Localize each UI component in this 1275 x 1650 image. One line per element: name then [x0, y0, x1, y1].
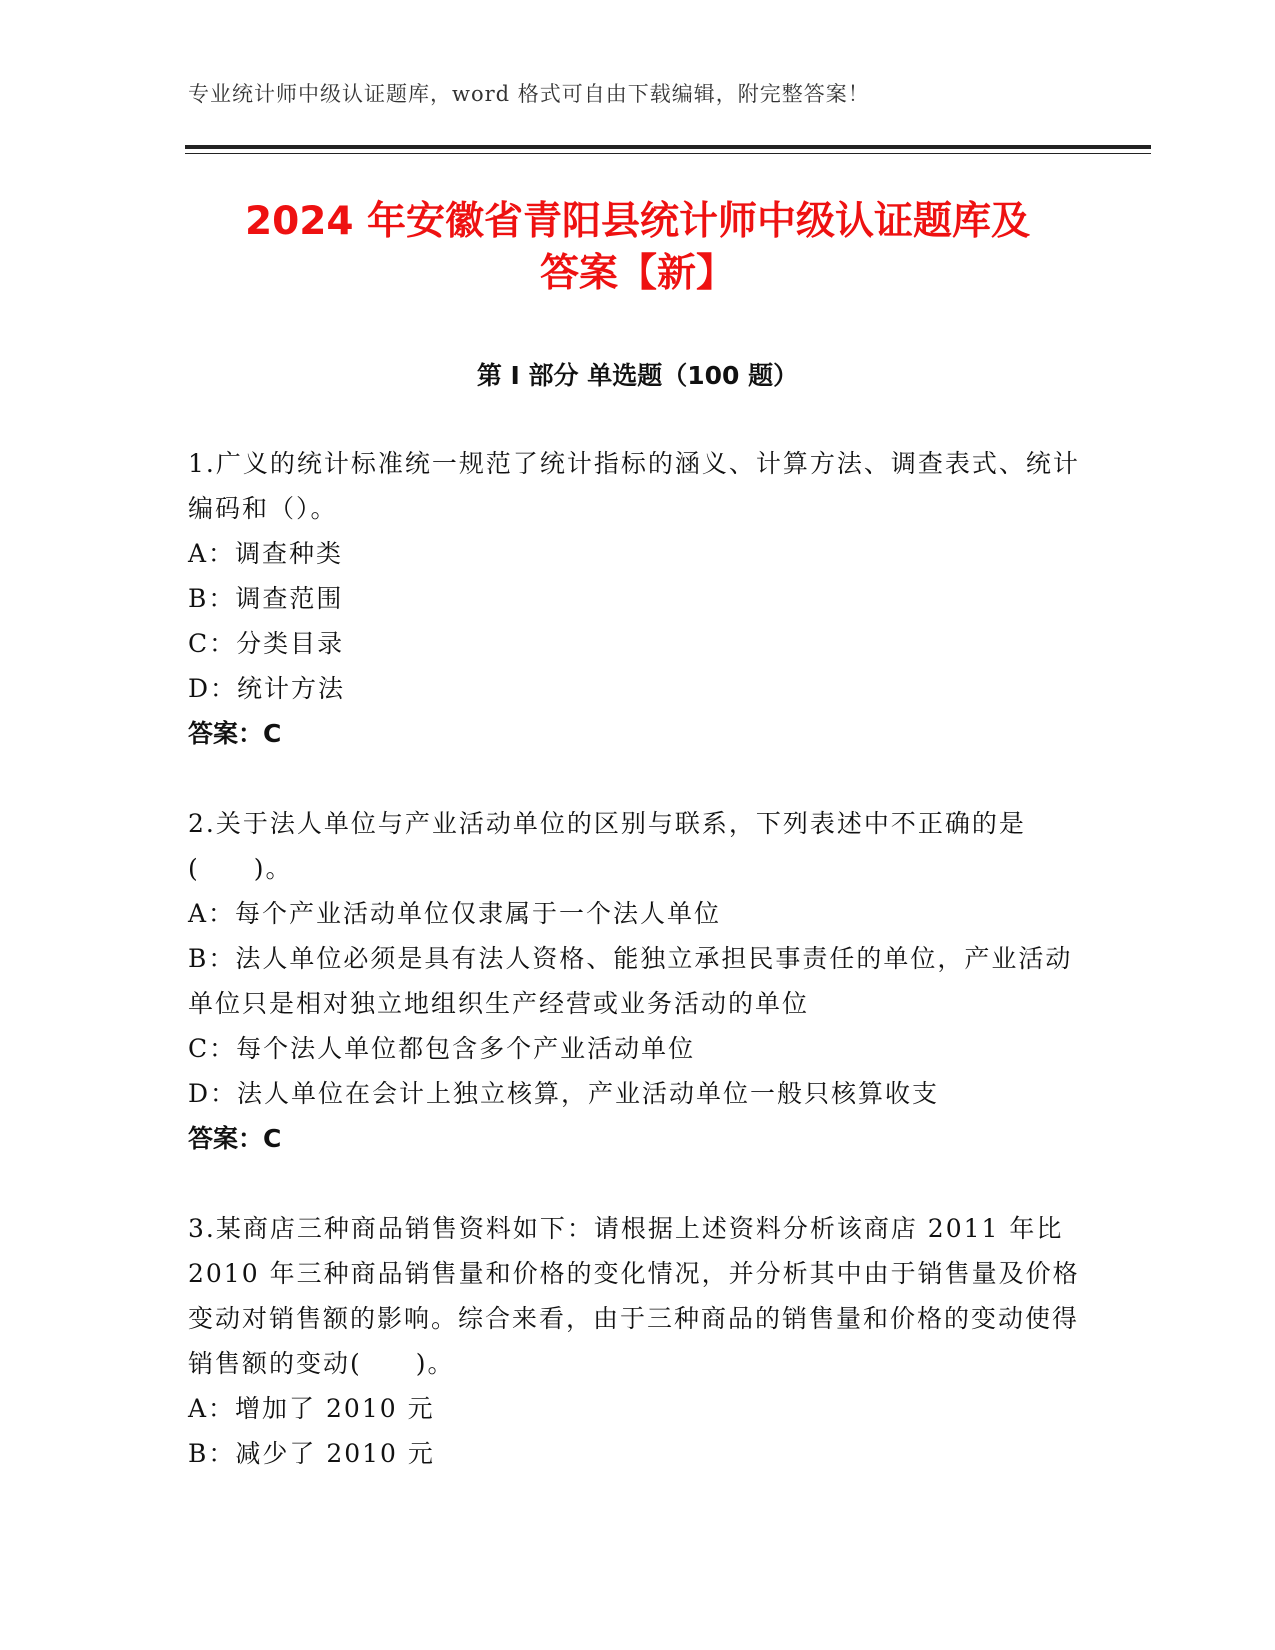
- header-note: 专业统计师中级认证题库，word 格式可自由下载编辑，附完整答案！: [188, 82, 870, 106]
- option-c: C：分类目录: [188, 629, 345, 658]
- document-title: [150, 196, 1125, 300]
- section-title: 第 I 部分 单选题（100 题）: [476, 361, 799, 390]
- header-divider-thick: [185, 145, 1151, 149]
- option-b: B：法人单位必须是具有法人资格、能独立承担民事责任的单位，产业活动单位只是相对独立地组织生产经营或业务活动的单位: [188, 944, 1073, 1018]
- answer: 答案：C: [188, 719, 282, 748]
- question-text: 2.关于法人单位与产业活动单位的区别与联系，下列表述中不正确的是( )。: [188, 809, 1026, 883]
- option-a: A：增加了 2010 元: [188, 1394, 435, 1423]
- document-title-line-2: 答案【新】: [539, 251, 735, 296]
- option-c: C：每个法人单位都包含多个产业活动单位: [188, 1034, 696, 1063]
- option-a: A：每个产业活动单位仅隶属于一个法人单位: [188, 899, 722, 928]
- option-d: D：统计方法: [188, 674, 346, 703]
- header-divider-thin: [185, 153, 1151, 154]
- question-text: 3.某商店三种商品销售资料如下：请根据上述资料分析该商店 2011 年比 2010 年三种商品销售量和价格的变化情况，并分析其中由于销售量及价格变动对销售额的影响。综合来看，由于三种商品的销售量和价格的变动使得销售额的变动( )。: [188, 1214, 1080, 1378]
- option-a: A：调查种类: [188, 539, 344, 568]
- question-2: [188, 801, 1083, 1161]
- document-title-line-1: 2024 年安徽省青阳县统计师中级认证题库及: [244, 199, 1031, 244]
- option-b: B：调查范围: [188, 584, 344, 613]
- option-d: D：法人单位在会计上独立核算，产业活动单位一般只核算收支: [188, 1079, 940, 1108]
- answer: 答案：C: [188, 1124, 282, 1153]
- question-list: [188, 441, 1083, 1521]
- question-1: [188, 441, 1083, 756]
- option-b: B：减少了 2010 元: [188, 1439, 435, 1468]
- question-3: [188, 1206, 1083, 1476]
- question-text: 1.广义的统计标准统一规范了统计指标的涵义、计算方法、调查表式、统计编码和（）。: [188, 449, 1080, 523]
